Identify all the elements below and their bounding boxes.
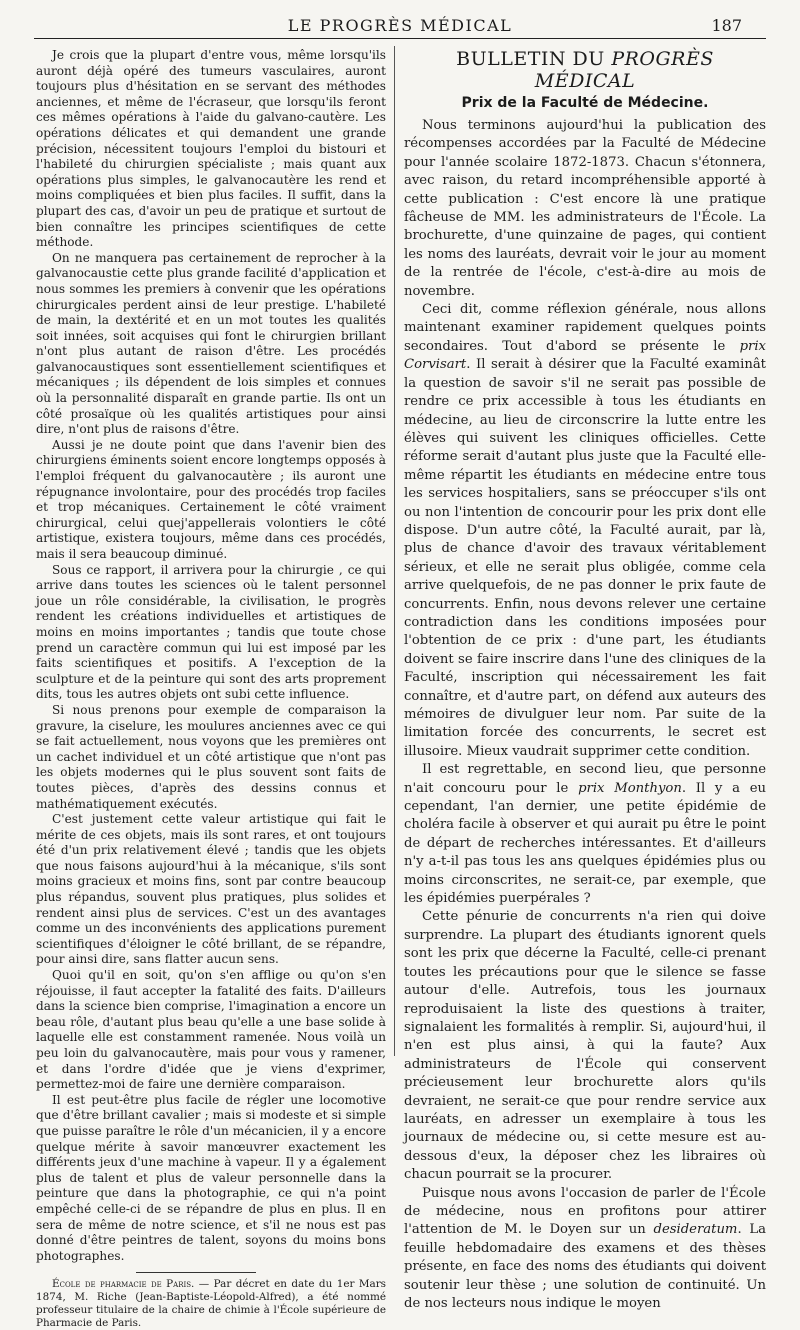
text-run: . La feuille hebdomadaire des examens et des thèses présente, en face des noms des étudiants qui doivent soutenir leur thèse ; une solution de continuité. Un de nos lecteurs nous indique le moyen: [404, 1222, 767, 1311]
page-number: 187: [711, 16, 742, 35]
prize-name: prix Corvisart: [404, 338, 766, 373]
text-run: . Il y a eu cependant, l'an dernier, une petite épidémie de choléra facile à observer et qui aurait pu être le point de départ de recherches intéressantes. Et d'ailleurs n'y a-t-il pas tous les ans quelques épidémies plus ou moins circonscrites, ne serait-ce, par exemple, que les épidémies puerpérales ?: [404, 780, 766, 907]
section-title: Prix de la Faculté de Médecine.: [461, 95, 709, 111]
text-run: Il est regrettable, en second lieu, que personne n'ait concouru pour le: [404, 762, 766, 796]
footnote-rule: [136, 1272, 256, 1273]
paragraph: Cette pénurie de concurrents n'a rien qui doive surprendre. La plupart des étudiants ignorent quels sont les prix que décerne la Faculté, celle-ci prenant toutes les précautions pour que le silence se fasse autour d'elle. Autrefois, tous les journaux reproduisaient la liste des questions à traiter, signalaient les formalités à remplir. Si, aujourd'hui, il n'en est plus ainsi, à qui la faute? Aux administrateurs de l'École qui conservent précieusement leur brochurette alors qu'ils devraient, ne serait-ce que pour rendre service aux lauréats, en adresser un exemplaire à tous les journaux de médecine ou, si cette mesure est au-dessous d'eux, la déposer chez les libraires où chacun pourrait se la procurer.: [404, 909, 766, 1183]
footnote-text: — Par décret en date du 1er Mars 1874, M. Riche (Jean-Baptiste-Léopold-Alfred), a été nommé professeur titulaire de la chaire de chimie à l'École supérieure de Pharmacie de Paris.: [36, 1278, 386, 1330]
bulletin-title: [404, 48, 766, 92]
text-run: Ceci dit, comme réflexion générale, nous allons maintenant examiner rapidement quelques points secondaires. Tout d'abord se présente le: [404, 302, 766, 354]
footnote-lead: École de pharmacie de Paris.: [52, 1278, 195, 1291]
left-column: [36, 48, 386, 1330]
paragraph: Si nous prenons pour exemple de comparaison la gravure, la ciselure, les moulures anciennes avec ce qui se fait actuellement, nous voyons que les premières ont un cachet individuel et un côté artistique que n'ont pas les objets modernes qui le plus souvent sont faits de toutes pièces, d'après des dessins connus et mathématiquement exécutés.: [36, 702, 386, 811]
paragraph: [404, 301, 766, 761]
paragraph: On ne manquera pas certainement de reprocher à la galvanocaustie cette plus grande facilité d'application et nous sommes les premiers à convenir que les opérations chirurgicales perdent ainsi de leur prestige. L'habileté de main, la dextérité et en un mot toutes les qualités soit innées, soit acquises qui font le chirurgien brillant n'ont plus autant de raison d'être. Les procédés galvanocaustiques sont essentiellement scientifiques et mécaniques ; ils dépendent de lois simples et connues où la personnalité disparaît en grande partie. Ils ont un côté prosaïque où les qualités artistiques pour ainsi dire, n'ont plus de raisons d'être.: [36, 250, 386, 437]
paragraph: C'est justement cette valeur artistique qui fait le mérite de ces objets, mais ils sont rares, et ont toujours été d'un prix relativement élevé ; tandis que les objets que nous faisons aujourd'hui à la mécanique, s'ils sont moins gracieux et moins fins, sont par contre beaucoup plus répandus, souvent plus pratiques, plus solides et rendent ainsi plus de services. C'est un des avantages comme un des inconvénients des applications purement scientifiques d'éloigner le côté brillant, de se répandre, pour ainsi dire, sans flatter aucun sens.: [36, 812, 386, 967]
paragraph: [404, 761, 766, 908]
paragraph: Nous terminons aujourd'hui la publication des récompenses accordées par la Faculté de Médecine pour l'année scolaire 1872-1873. Chacun s'étonnera, avec raison, du retard incompréhensible apporté à cette publication : C'est encore là une pratique fâcheuse de MM. les administrateurs de l'École. La brochurette, d'une quinzaine de pages, qui contient les noms des lauréats, devrait voir le jour au moment de la rentrée de l'école, c'est-à-dire au mois de novembre.: [404, 118, 766, 299]
running-title: LE PROGRÈS MÉDICAL: [287, 16, 513, 35]
prize-name: prix Monthyon: [578, 780, 682, 796]
paragraph: Aussi je ne doute point que dans l'avenir bien des chirurgiens éminents soient encore longtemps opposés à l'emploi fréquent du galvanocautère ; ils auront une répugnance involontaire, pour des procédés trop faciles et trop mécaniques. Certainement le côté vraiment chirurgical, celui quej'appellerais volontiers le côté artistique, existera toujours, même dans ces procédés, mais il sera beaucoup diminué.: [36, 437, 386, 561]
text-run: Puisque nous avons l'occasion de parler de l'École de médecine, nous en profitons pour attirer l'attention de M. le Doyen sur un: [404, 1185, 766, 1238]
bulletin-prefix: BULLETIN DU: [456, 48, 612, 70]
paragraph: Sous ce rapport, il arrivera pour la chirurgie , ce qui arrive dans toutes les sciences où le talent personnel joue un rôle considérable, la civilisation, le progrès rendent les créations individuelles et artistiques de moins en moins importantes ; tandis que toute chose prend un caractère commun qui lui est imposé par les faits scientifiques et positifs. A l'exception de la sculpture et de la peinture qui sont des arts proprement dits, tous les autres objets ont subi cette influence.: [36, 562, 386, 702]
text-run: . Il serait à désirer que la Faculté examinât la question de savoir s'il ne serait pas possible de rendre ce prix accessible à tous les étudiants en médecine, au lieu de circonscrire la lutte entre les élèves qui suivent les cliniques officielles. Cette réforme serait d'autant plus juste que la Faculté elle-même répartit les étudiants en médecine entre tous les services hospitaliers, sans se préoccuper s'ils ont ou non l'intention de concourir pour les prix dont elle dispose. D'un autre côté, la Faculté aurait, par là, plus de chance d'avoir des travaux véritablement sérieux, et elle ne serait plus obligée, comme cela arrive quelquefois, de ne pas donner le prix faute de concurrents. Enfin, nous devons relever une certaine contradiction dans les conditions imposées pour l'obtention de ce prix : d'une part, les étudiants doivent se faire inscrire dans l'une des cliniques de la Faculté, inscription qui nécessairement les fait connaître, et d'autre part, on défend aux auteurs des mémoires de divulguer leur nom. Par suite de la limitation forcée des concurrents, le secret est illusoire. Mieux vaudrait supprimer cette condition.: [404, 357, 766, 759]
page-header: [0, 0, 800, 40]
right-column: [404, 48, 766, 1313]
paragraph: [404, 1185, 766, 1314]
paragraph: Quoi qu'il en soit, qu'on s'en afflige ou qu'on s'en réjouisse, il faut accepter la fatalité des faits. D'ailleurs dans la science bien comprise, l'imagination a encore un beau rôle, d'autant plus beau qu'elle a une base solide à laquelle elle est constamment ramenée. Nous voilà un peu loin du galvanocautère, mais pour vous y ramener, et dans l'ordre d'idée que je viens d'exprimer, permettez-moi de faire une dernière comparaison.: [36, 968, 386, 1092]
latin-term: desideratum: [653, 1222, 738, 1238]
header-rule: [34, 38, 766, 39]
footnote: [36, 1278, 386, 1330]
paragraph: Je crois que la plupart d'entre vous, même lorsqu'ils auront déjà opéré des tumeurs vasculaires, auront toujours plus d'hésitation en se servant des méthodes anciennes, et même de l'écraseur, que lorsqu'ils feront ces mêmes opérations à l'aide du galvano-cautère. Les opérations délicates et qui demandent une grande précision, nécessitent toujours l'emploi du bistouri et l'habileté du chirurgien spécialiste ; mais quant aux opérations plus simples, le galvanocautère les rend et moins compliquées et bien plus faciles. Il suffit, dans la plupart des cas, d'avoir un peu de pratique et surtout de bien connaître les principes scientifiques de cette méthode.: [36, 48, 386, 250]
column-divider: [394, 46, 395, 1056]
paragraph: Il est peut-être plus facile de régler une locomotive que d'être brillant cavalier ; mais si modeste et si simple que puisse paraître le rôle d'un mécanicien, il y a encore quelque mérite à savoir manœuvrer exactement les différents jeux d'une machine à vapeur. Il y a également plus de talent et plus de valeur personnelle dans la peinture que dans la photographie, ce qui n'a point empêché celle-ci de se répandre de plus en plus. Il en sera de même de notre science, et s'il ne nous est pas donné d'être peintres de talent, soyons du moins bons photographes.: [36, 1092, 386, 1263]
bulletin-journal: PROGRÈS MÉDICAL: [534, 48, 714, 92]
